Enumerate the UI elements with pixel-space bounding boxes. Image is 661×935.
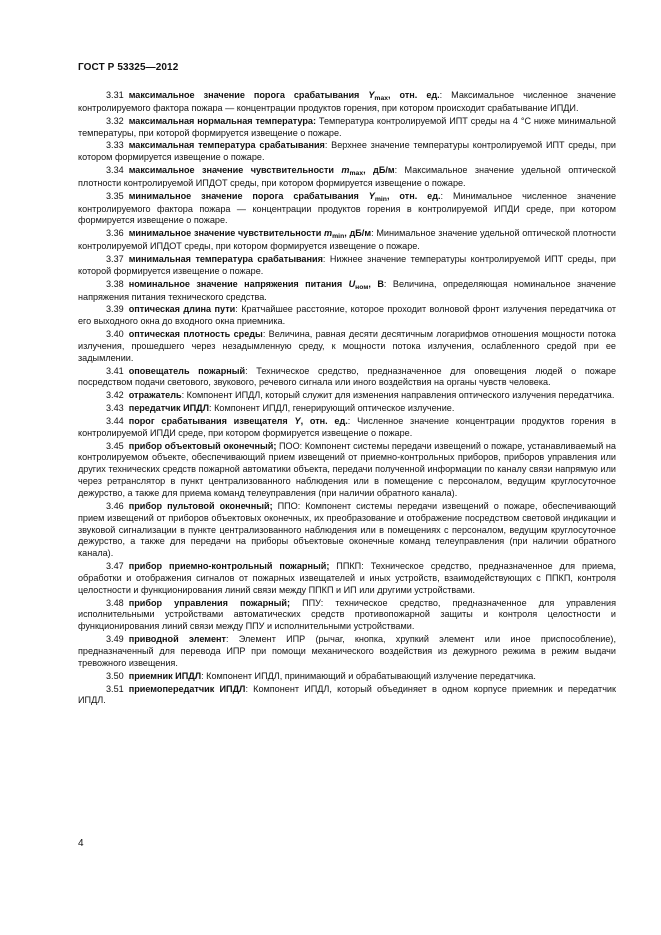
clause-number: 3.51 <box>106 683 124 694</box>
term-text: передатчик ИПДЛ <box>128 403 210 414</box>
definitions-list <box>78 90 616 708</box>
definition-entry <box>78 634 616 670</box>
definition-entry <box>78 671 616 683</box>
term-symbol: U <box>348 278 356 289</box>
definition-text: : Компонент ИПДЛ, генерирующий оптическое излучение. <box>209 403 455 414</box>
term-text: минимальная температура срабатывания <box>128 253 323 264</box>
clause-number: 3.32 <box>106 115 124 126</box>
definition-text: : Компонент ИПДЛ, который служит для изменения направления оптического излучения передатчика. <box>181 390 615 401</box>
definition-text: : Минимальное значение удельной оптической плотности контролируемой ИПДОТ среды, при котором формируется извещение о пожаре. <box>78 228 616 252</box>
definition-entry <box>78 191 616 228</box>
term <box>129 501 273 511</box>
term-subscript: max <box>349 170 364 178</box>
definition-entry <box>78 684 616 708</box>
clause-number: 3.39 <box>106 304 124 315</box>
definition-text: : Минимальное численное значение контролируемого фактора пожара — концентрации продуктов горения в контролируемой ИПДИ среде, при котором формируется извещение о пожаре. <box>78 190 616 226</box>
definition-entry <box>78 403 616 415</box>
term-symbol: m <box>341 165 350 176</box>
term-subscript: min <box>332 233 345 241</box>
term <box>129 279 384 289</box>
term <box>128 165 395 178</box>
clause-number: 3.38 <box>106 278 124 289</box>
definition-entry <box>78 304 616 328</box>
clause-number: 3.43 <box>106 403 124 414</box>
definition-entry <box>78 165 616 190</box>
definition-entry <box>78 140 616 164</box>
clause-number: 3.50 <box>106 670 124 681</box>
clause-number: 3.35 <box>106 190 124 201</box>
clause-number: 3.33 <box>106 140 124 151</box>
term-unit: , отн. ед. <box>386 190 441 201</box>
term <box>129 254 323 264</box>
page-number: 4 <box>78 838 84 849</box>
clause-number: 3.40 <box>106 329 124 340</box>
term <box>129 366 245 376</box>
term-text: оповещатель пожарный <box>128 365 246 376</box>
term-text: максимальная температура срабатывания <box>128 140 325 151</box>
term <box>129 329 263 339</box>
definition-entry <box>78 228 616 253</box>
term <box>128 228 372 241</box>
clause-number: 3.36 <box>106 228 124 239</box>
term-text: порог срабатывания извещателя <box>128 415 295 426</box>
definition-text: : Компонент ИПДЛ, который объединяет в одном корпусе приемник и передатчик ИПДЛ. <box>78 683 616 706</box>
term <box>129 416 348 426</box>
term-text: максимальная нормальная температура: <box>128 115 317 126</box>
clause-number: 3.47 <box>106 561 124 572</box>
term-subscript: max <box>374 95 389 102</box>
term <box>129 634 226 644</box>
term-text: максимальное значение порога срабатывания <box>128 90 369 100</box>
term-unit: , отн. ед. <box>300 415 348 426</box>
term <box>129 140 325 150</box>
term-text: максимальное значение чувствительности <box>128 165 342 176</box>
term-text: прибор управления пожарный; <box>128 597 290 608</box>
term-text: отражатель <box>128 390 182 401</box>
term <box>129 191 441 201</box>
definition-entry <box>78 116 616 140</box>
definition-text: : Техническое средство, предназначенное для оповещения людей о пожаре посредством подачи светового, звукового, речевого сигнала или иного воздействия на органы чувств человека. <box>78 365 616 388</box>
term <box>129 441 277 451</box>
term <box>129 304 236 314</box>
definition-text: : Численное значение концентрации продуктов горения в контролируемой ИПДИ среде, при котором формируется извещение о пожаре. <box>78 415 616 438</box>
definition-entry <box>78 279 616 304</box>
clause-number: 3.44 <box>106 415 124 426</box>
definition-text: : Элемент ИПР (рычаг, кнопка, хрупкий элемент или иное приспособление), предназначенный для перевода ИПР при помощи механического воздействия из дежурного режима в режим выдачи тревожного извещения. <box>78 634 616 668</box>
clause-number: 3.49 <box>106 634 124 645</box>
term-symbol: Y <box>368 190 375 201</box>
definition-text: : Нижнее значение температуры контролируемой ИПТ среды, при которой формируется извещение о пожаре. <box>78 253 616 276</box>
term <box>129 671 201 681</box>
term-text: минимальное значение чувствительности <box>128 228 325 239</box>
clause-number: 3.41 <box>106 365 124 376</box>
definition-entry <box>78 598 616 634</box>
definition-text: ППУ: техническое средство, предназначенное для управления исполнительными устройствами автоматических средств противопожарной защиты и контроля целостности и функционирования линий связи между ППУ и исполнительными устройствами. <box>78 597 616 632</box>
term-text: оптическая плотность среды <box>128 329 263 340</box>
definition-text: Температура контролируемой ИПТ среды на 4 °С ниже минимальной температуры, при которой формируется извещение о пожаре. <box>78 115 616 138</box>
clause-number: 3.34 <box>106 165 124 176</box>
term-symbol: Y <box>368 90 375 100</box>
definition-entry <box>78 366 616 390</box>
clause-number: 3.48 <box>106 597 124 608</box>
term <box>129 116 316 126</box>
clause-number: 3.45 <box>106 440 124 451</box>
term-subscript: min <box>374 195 387 203</box>
definition-text: : Величина, равная десяти десятичным логарифмов отношения мощности потока излучения, прошедшего через незадымленную среду, к мощности потока излучения, ослабленного средой при ее задымлении. <box>78 329 616 363</box>
term-text: приводной элемент <box>128 634 227 645</box>
term-symbol: m <box>324 228 333 239</box>
definition-entry <box>78 561 616 597</box>
term <box>129 390 182 400</box>
term-symbol: Y <box>294 415 301 426</box>
term-text: приемопередатчик ИПДЛ <box>128 683 246 694</box>
definition-text: : Компонент ИПДЛ, принимающий и обрабатывающий излучение передатчика. <box>201 670 536 681</box>
clause-number: 3.37 <box>106 253 124 264</box>
term-text: оптическая длина пути <box>128 304 236 315</box>
definition-entry <box>78 501 616 560</box>
term-text: прибор объектовый оконечный; <box>128 440 277 451</box>
definition-entry <box>78 441 616 500</box>
clause-number: 3.46 <box>106 500 124 511</box>
term-unit: , отн. ед. <box>388 90 440 100</box>
definition-text: : Максимальное численное значение контролируемого фактора пожара — концентрации продуктов горения, при котором происходит срабатывание ИПДИ. <box>78 90 616 113</box>
definition-entry <box>78 416 616 440</box>
definition-entry <box>78 329 616 365</box>
term-unit: , дБ/м <box>363 165 395 176</box>
term-text: прибор пультовой оконечный; <box>128 500 273 511</box>
term-unit: , В <box>368 278 384 289</box>
standard-header: ГОСТ Р 53325—2012 <box>78 62 179 73</box>
clause-number: 3.42 <box>106 390 124 401</box>
definition-entry <box>78 390 616 402</box>
term-text: приемник ИПДЛ <box>128 670 202 681</box>
term <box>129 598 290 608</box>
term <box>129 90 440 100</box>
definition-text: : Максимальное значение удельной оптической плотности контролируемой ИПДОТ среды, при котором формируется извещение о пожаре. <box>78 165 616 188</box>
clause-number: 3.31 <box>106 90 124 100</box>
definition-text: : Величина, определяющая номинальное значение напряжения питания технического средства. <box>78 278 616 302</box>
definition-text: ППКП: Техническое средство, предназначенное для приема, обработки и отображения сигналов от пожарных извещателей и иных устройств, взаимодействующих с ППКП, контроля целостности и функционирования линий связи между ППКП и ИП или другими устройствами. <box>78 561 616 595</box>
term <box>129 403 209 413</box>
definition-text: : Кратчайшее расстояние, которое проходит волновой фронт излучения передатчика от его выходного окна до входного окна приемника. <box>78 304 617 327</box>
definition-text: ППО: Компонент системы передачи извещений о пожаре, обеспечивающий прием извещений от приборов объектовых оконечных, их преобразование и отображение посредством световой индикации и звуковой сигнализации в пункте централизованного наблюдения или в помещениях с персоналом, ведущим круглосуточное дежурство, а также для передачи на приборы объектовые оконечные команд телеуправления (при наличии обратного канала). <box>78 500 616 559</box>
term-unit: , дБ/м <box>344 228 372 239</box>
definition-text: ПОО: Компонент системы передачи извещений о пожаре, устанавливаемый на контролируемом объекте, обеспечивающий прием извещений от приемно-контрольных приборов, приборов управления или других технических средств пожарной автоматики объекта, передачи полученной информации по каналу связи напрямую или через ретранслятор в пункт централизованного наблюдения или в помещение с персоналом, ведущим круглосуточное дежурство, а также для приема команд телеуправления (при наличии обратного канала). <box>78 440 616 498</box>
definition-entry <box>78 90 616 115</box>
term <box>129 561 330 571</box>
term-text: минимальное значение порога срабатывания <box>128 190 369 201</box>
term <box>129 684 246 694</box>
definition-entry <box>78 254 616 278</box>
term-text: прибор приемно-контрольный пожарный; <box>128 561 330 572</box>
definition-text: : Верхнее значение температуры контролируемой ИПТ среды, при котором формируется извещение о пожаре. <box>78 140 616 163</box>
term-text: номинальное значение напряжения питания <box>128 278 349 289</box>
term-subscript: ном <box>355 283 369 291</box>
